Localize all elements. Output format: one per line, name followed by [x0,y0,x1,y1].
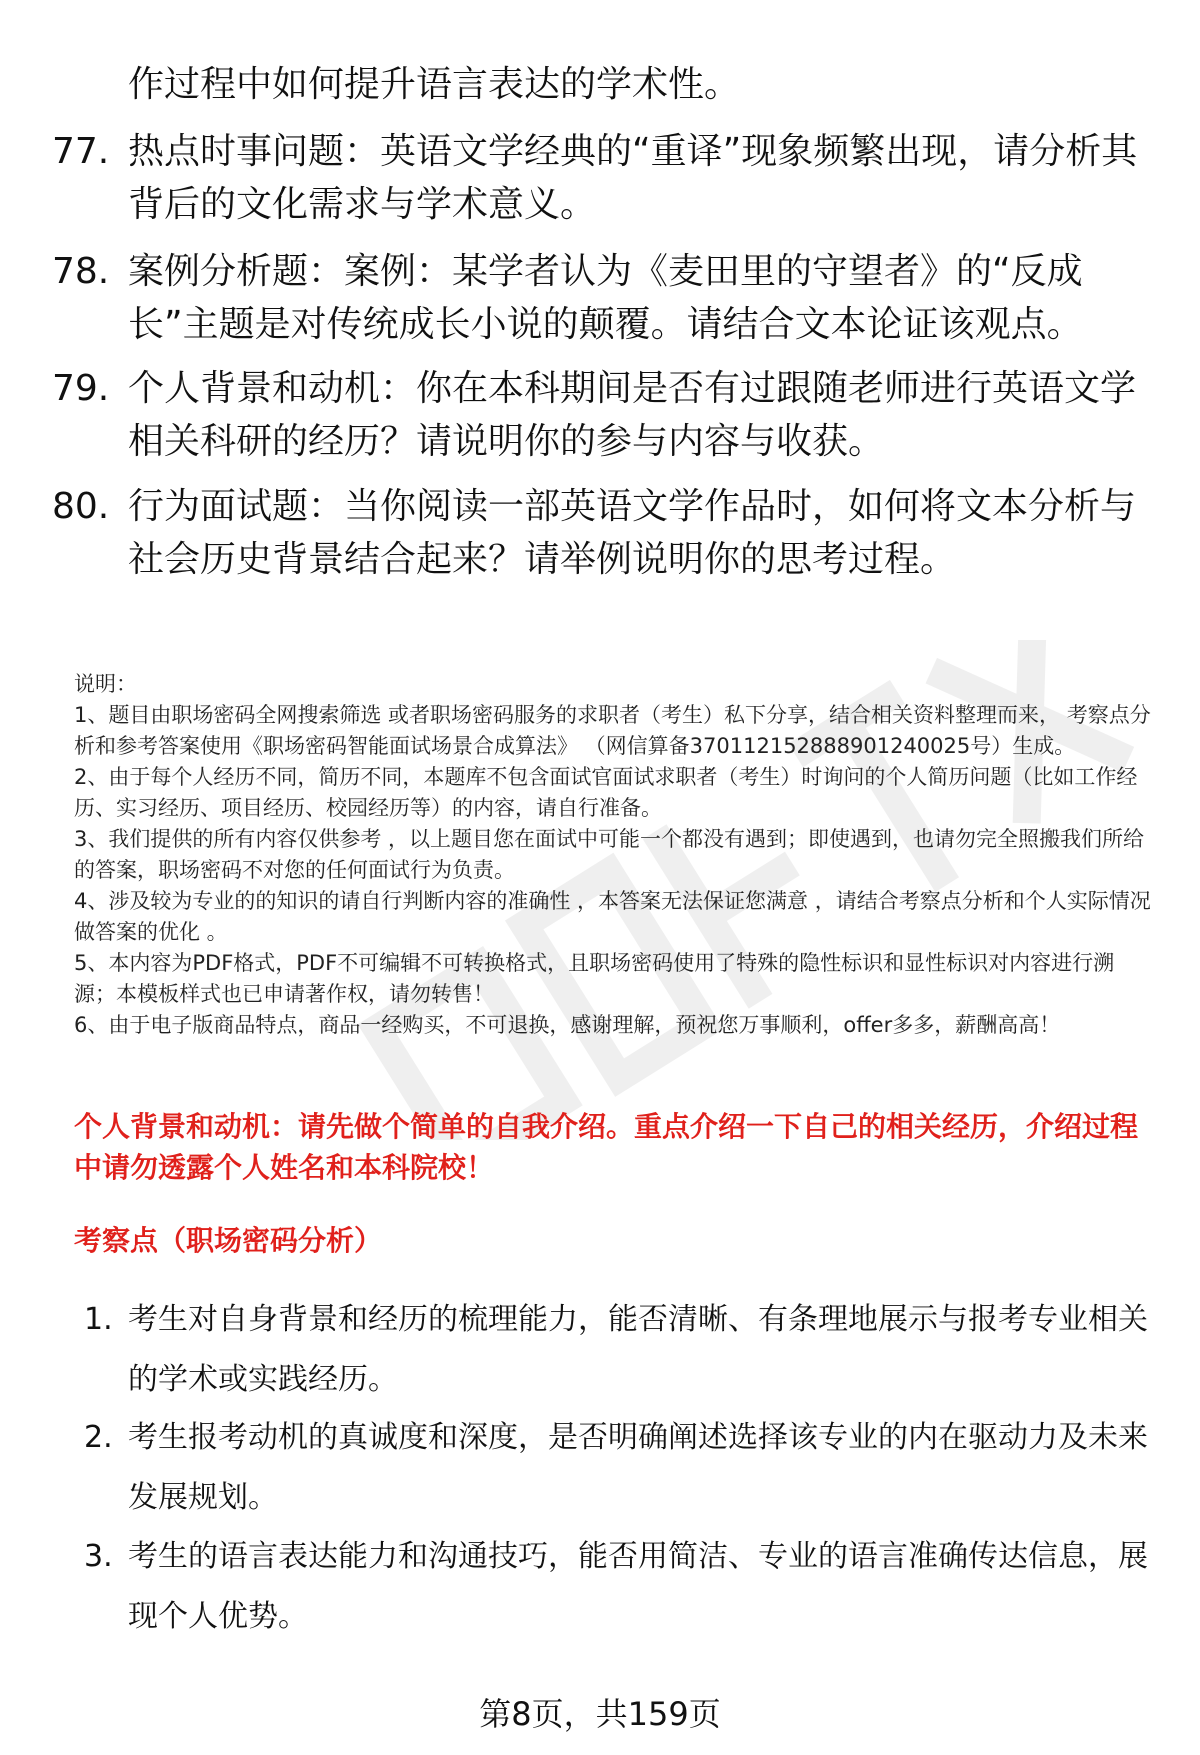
question-text: 案例分析题：案例：某学者认为《麦田里的守望者》的“反成长”主题是对传统成长小说的颠覆。请结合文本论证该观点。 [128,251,1083,345]
analysis-subheading: 考察点（职场密码分析） [74,1224,383,1257]
notes-section [74,669,1154,1041]
question-number: 80. [52,486,110,527]
page-number-footer: 第8页，共159页 [479,1695,721,1733]
point-number: 3. [84,1539,113,1574]
point-number: 1. [84,1302,113,1337]
question-text: 热点时事问题：英语文学经典的“重译”现象频繁出现，请分析其背后的文化需求与学术意义。 [128,131,1138,225]
question-number: 77. [52,131,110,172]
featured-question-heading: 个人背景和动机：请先做个简单的自我介绍。重点介绍一下自己的相关经历，介绍过程中请勿透露个人姓名和本科院校！ [74,1110,1139,1184]
point-text: 考生对自身背景和经历的梳理能力，能否清晰、有条理地展示与报考专业相关的学术或实践经历。 [128,1302,1148,1397]
notes-title: 说明： [74,672,137,696]
question-continuation: 作过程中如何提升语言表达的学术性。 [128,64,741,105]
point-text: 考生的语言表达能力和沟通技巧，能否用简洁、专业的语言准确传达信息，展现个人优势。 [128,1539,1148,1634]
point-text: 考生报考动机的真诚度和深度，是否明确阐述选择该专业的内在驱动力及未来发展规划。 [128,1420,1148,1515]
question-text: 行为面试题：当你阅读一部英语文学作品时，如何将文本分析与社会历史背景结合起来？请举例说明你的思考过程。 [128,486,1137,580]
question-number: 79. [52,368,110,409]
note-item-2: 2、由于每个人经历不同，简历不同，本题库不包含面试官面试求职者（考生）时询问的个人简历问题（比如工作经历、实习经历、项目经历、校园经历等）的内容，请自行准备。 [74,765,1138,820]
note-item-6: 6、由于电子版商品特点，商品一经购买，不可退换，感谢理解，预祝您万事顺利，offer多多，薪酬高高！ [74,1013,1061,1037]
note-item-4: 4、涉及较为专业的的知识的请自行判断内容的准确性 ，本答案无法保证您满意 ，请结合考察点分析和个人实际情况做答案的优化 。 [74,889,1151,944]
question-text: 个人背景和动机：你在本科期间是否有过跟随老师进行英语文学相关科研的经历？请说明你的参与内容与收获。 [128,368,1137,462]
note-item-5: 5、本内容为PDF格式，PDF不可编辑不可转换格式，且职场密码使用了特殊的隐性标识和显性标识对内容进行溯源；本模板样式也已申请著作权，请勿转售！ [74,951,1115,1006]
point-number: 2. [84,1420,113,1455]
question-number: 78. [52,251,110,292]
note-item-3: 3、我们提供的所有内容仅供参考 ，以上题目您在面试中可能一个都没有遇到；即使遇到，也请勿完全照搬我们所给的答案，职场密码不对您的任何面试行为负责。 [74,827,1145,882]
note-item-1: 1、题目由职场密码全网搜索筛选 或者职场密码服务的求职者（考生）私下分享，结合相关资料整理而来， 考察点分析和参考答案使用《职场密码智能面试场景合成算法》 （网信算备370112152888901240025号）生成。 [74,703,1151,758]
